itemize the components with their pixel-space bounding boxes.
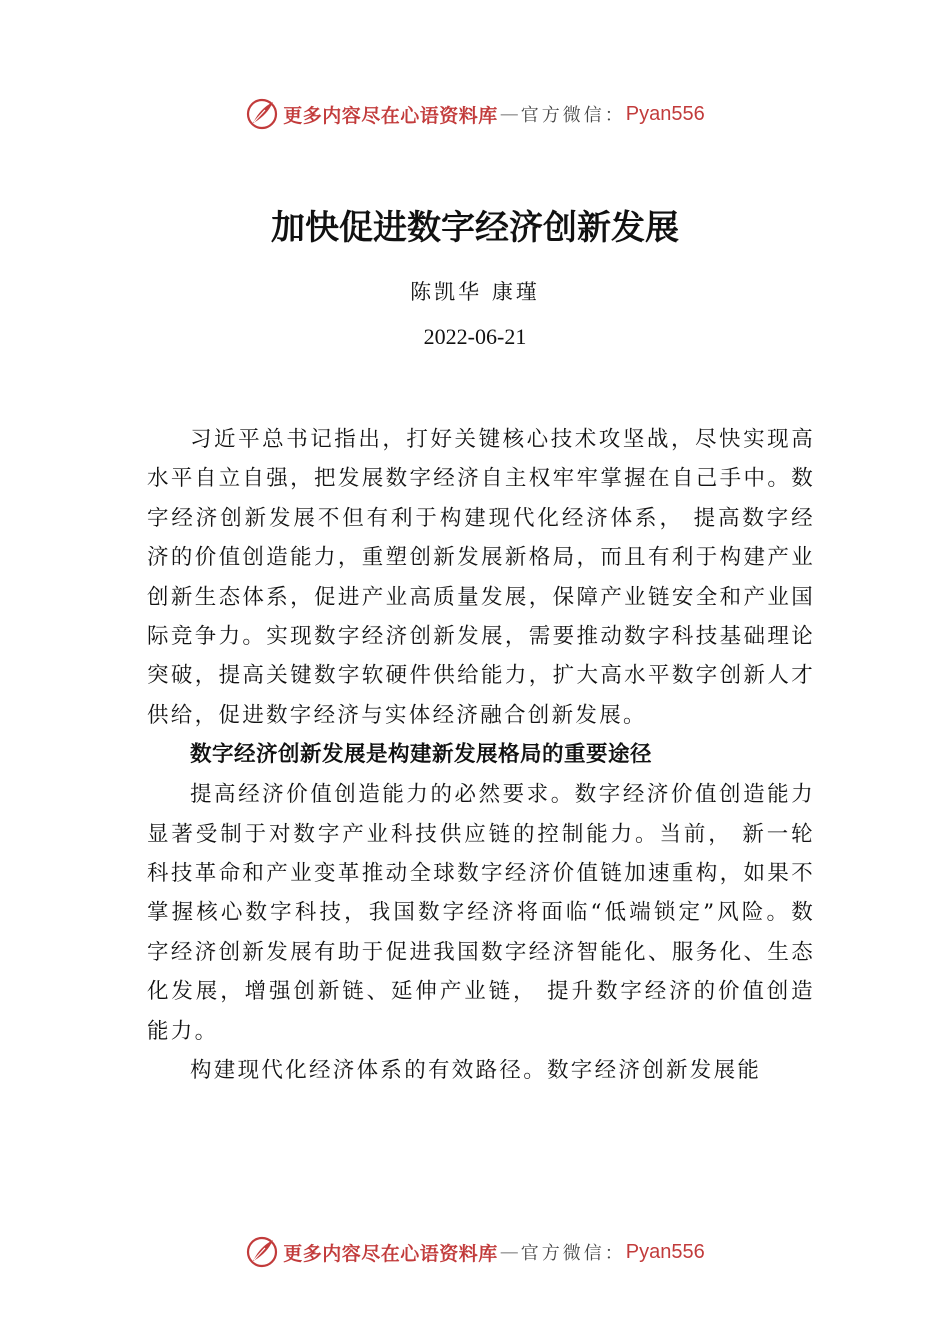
- article-body: [147, 420, 815, 1091]
- banner-wechat-label: 官方微信：: [520, 105, 626, 126]
- banner-text: 更多内容尽在心语资料库: [283, 104, 498, 127]
- banner-dash: —: [499, 1241, 519, 1263]
- article-date: 2022-06-21: [423, 324, 527, 349]
- banner-wechat-id: Pyan556: [625, 1240, 705, 1263]
- feather-pen-logo-icon: [245, 1235, 279, 1269]
- feather-pen-logo-icon: [245, 97, 279, 131]
- footer-banner: [0, 1232, 950, 1272]
- paragraph: 习近平总书记指出，打好关键核心技术攻坚战，尽快实现高水平自立自强，把发展数字经济自主权牢牢掌握在自己手中。数字经济创新发展不但有利于构建现代化经济体系， 提高数字经济的价值创造能力，重塑创新发展新格局，而且有利于构建产业创新生态体系，促进产业高质量发展，保障产业链安全和产业国际竞争力。实现数字经济创新发展，需要推动数字科技基础理论突破，提高关键数字软硬件供给能力，扩大高水平数字创新人才供给，促进数字经济与实体经济融合创新发展。: [147, 427, 815, 728]
- section-heading: 数字经济创新发展是构建新发展格局的重要途径: [190, 742, 653, 768]
- banner-text: 更多内容尽在心语资料库: [283, 1242, 498, 1265]
- article-authors: 陈凯华 康瑾: [410, 280, 540, 304]
- header-banner: [0, 94, 950, 134]
- banner-dash: —: [499, 103, 519, 125]
- paragraph: 提高经济价值创造能力的必然要求。数字经济价值创造能力显著受制于对数字产业科技供应链的控制能力。当前， 新一轮科技革命和产业变革推动全球数字经济价值链加速重构，如果不掌握核心数字科技，我国数字经济将面临“低端锁定”风险。数字经济创新发展有助于促进我国数字经济智能化、服务化、生态化发展，增强创新链、延伸产业链， 提升数字经济的价值创造能力。: [147, 782, 815, 1044]
- paragraph: 构建现代化经济体系的有效路径。数字经济创新发展能: [190, 1058, 762, 1084]
- banner-wechat-label: 官方微信：: [520, 1243, 626, 1264]
- banner-wechat-id: Pyan556: [625, 102, 705, 125]
- article-title: 加快促进数字经济创新发展: [271, 208, 679, 248]
